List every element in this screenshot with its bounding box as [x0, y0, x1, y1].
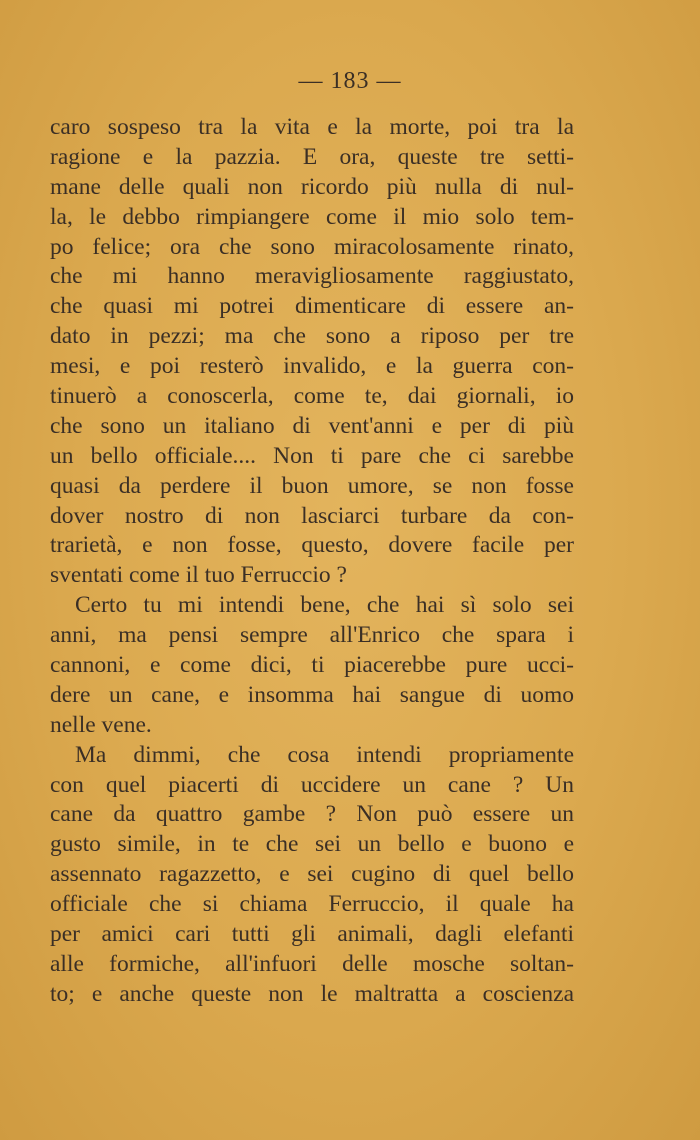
text-line: mesi, e poi resterò invalido, e la guerra con- [50, 353, 574, 380]
text-line: nelle vene. [50, 711, 152, 738]
text-line: cannoni, e come dici, ti piacerebbe pure ucci- [50, 652, 574, 679]
text-line: per amici cari tutti gli animali, dagli elefanti [50, 921, 574, 948]
text-line: mane delle quali non ricordo più nulla di nul- [50, 173, 574, 200]
page-number: — 183 — [298, 68, 402, 94]
text-line: che mi hanno meravigliosamente raggiustato, [50, 263, 574, 290]
text-line: dere un cane, e insomma hai sangue di uomo [50, 681, 574, 708]
text-line: tinuerò a conoscerla, come te, dai giornali, io [50, 383, 574, 410]
text-line: quasi da perdere il buon umore, se non fosse [50, 472, 574, 499]
text-line: dato in pezzi; ma che sono a riposo per tre [50, 323, 574, 350]
text-line: sventati come il tuo Ferruccio ? [50, 562, 347, 589]
body-text [50, 113, 574, 1010]
text-line: Ma dimmi, che cosa intendi propriamente [75, 741, 574, 768]
text-line: caro sospeso tra la vita e la morte, poi tra la [50, 114, 574, 140]
text-line: cane da quattro gambe ? Non può essere un [50, 801, 574, 828]
text-line: Certo tu mi intendi bene, che hai sì solo sei [75, 592, 574, 619]
text-line: gusto simile, in te che sei un bello e buono e [50, 831, 574, 858]
text-line: che sono un italiano di vent'anni e per di più [50, 412, 574, 439]
text-line: alle formiche, all'infuori delle mosche soltan- [50, 950, 574, 977]
text-line: la, le debbo rimpiangere come il mio solo tem- [50, 203, 574, 230]
text-line: che quasi mi potrei dimenticare di essere an- [50, 293, 574, 320]
text-line: anni, ma pensi sempre all'Enrico che spara i [50, 622, 574, 649]
text-line: un bello officiale.... Non ti pare che ci sarebbe [50, 442, 574, 469]
text-line: po felice; ora che sono miracolosamente rinato, [50, 233, 574, 260]
text-line: dover nostro di non lasciarci turbare da con- [50, 502, 574, 529]
text-line: assennato ragazzetto, e sei cugino di quel bello [50, 861, 574, 888]
text-line: to; e anche queste non le maltratta a coscienza [50, 980, 574, 1007]
text-line: ragione e la pazzia. E ora, queste tre setti- [50, 143, 574, 170]
paragraph [50, 741, 574, 1010]
text-line: trarietà, e non fosse, questo, dovere facile per [50, 532, 574, 559]
text-line: officiale che si chiama Ferruccio, il quale ha [50, 891, 574, 918]
paragraph [50, 113, 574, 591]
text-line: con quel piacerti di uccidere un cane ? Un [50, 771, 574, 798]
paragraph [50, 591, 574, 740]
